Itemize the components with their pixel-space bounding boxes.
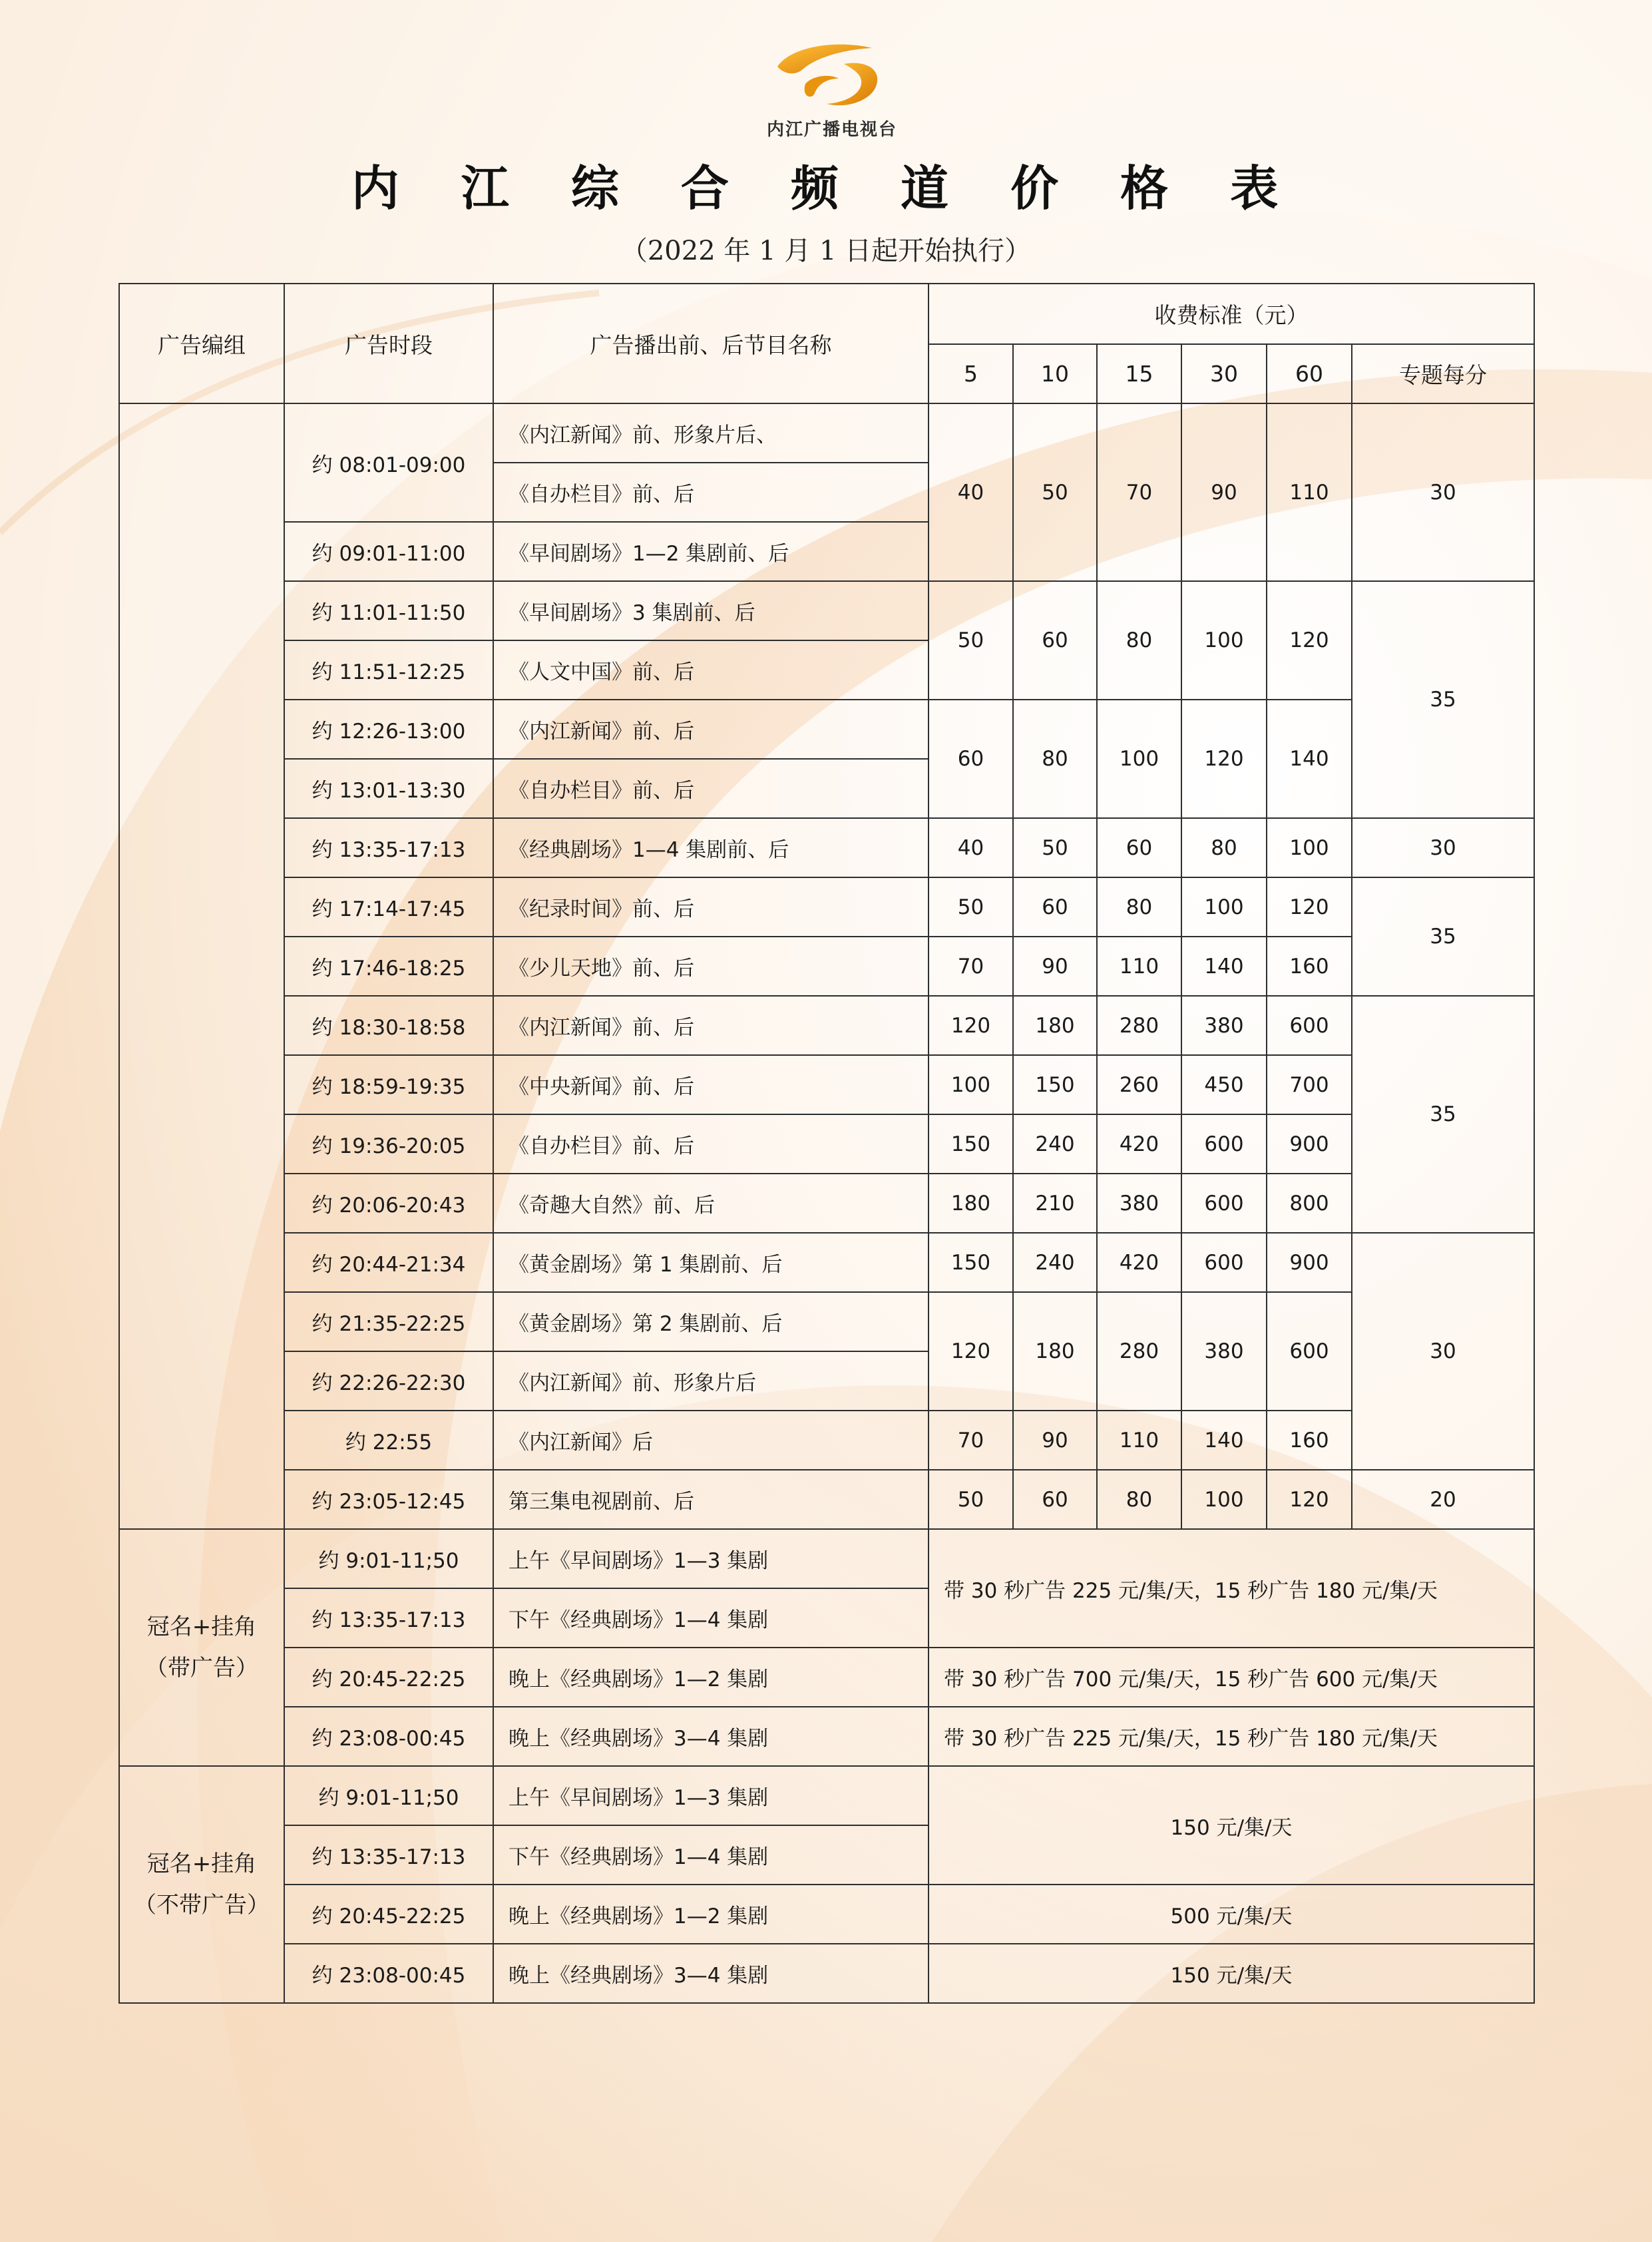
price-cell: 50 [929, 877, 1013, 937]
program-cell: 晚上《经典剧场》1—2 集剧 [493, 1885, 929, 1944]
header-sec10: 10 [1013, 344, 1097, 403]
price-cell: 90 [1013, 1411, 1097, 1470]
time-cell: 约 17:14-17:45 [284, 877, 493, 937]
special-cell: 35 [1352, 581, 1534, 818]
time-cell: 约 08:01-09:00 [284, 403, 493, 522]
price-cell: 80 [1097, 581, 1181, 700]
price-cell: 60 [1013, 1470, 1097, 1529]
price-cell: 110 [1097, 1411, 1181, 1470]
price-cell: 380 [1181, 1292, 1267, 1411]
table-row [119, 1470, 1534, 1529]
price-cell: 600 [1267, 996, 1352, 1055]
program-cell: 晚上《经典剧场》1—2 集剧 [493, 1648, 929, 1707]
program-cell: 第三集电视剧前、后 [493, 1470, 929, 1529]
price-cell: 100 [1181, 581, 1267, 700]
table-row [119, 1944, 1534, 2003]
time-cell: 约 12:26-13:00 [284, 700, 493, 759]
price-cell: 100 [1181, 877, 1267, 937]
price-cell: 180 [1013, 996, 1097, 1055]
table-row [119, 1411, 1534, 1470]
table-row [119, 996, 1534, 1055]
page-subtitle: （2022 年 1 月 1 日起开始执行） [620, 236, 1032, 266]
time-cell: 约 11:51-12:25 [284, 640, 493, 700]
price-cell: 150 [1013, 1055, 1097, 1114]
price-cell: 120 [1267, 877, 1352, 937]
table-row [119, 937, 1534, 996]
price-table [118, 283, 1535, 2004]
time-cell: 约 9:01-11;50 [284, 1529, 493, 1588]
price-cell: 60 [1013, 877, 1097, 937]
group-cell-sponsor-ad [119, 1529, 284, 1766]
special-cell: 35 [1352, 877, 1534, 996]
price-cell: 280 [1097, 1292, 1181, 1411]
table-row [119, 1055, 1534, 1114]
header-fee: 收费标准（元） [929, 284, 1534, 344]
price-cell: 600 [1181, 1174, 1267, 1233]
program-cell: 上午《早间剧场》1—3 集剧 [493, 1766, 929, 1825]
time-cell: 约 23:08-00:45 [284, 1944, 493, 2003]
table-row [119, 1292, 1534, 1351]
price-cell: 420 [1097, 1233, 1181, 1292]
time-cell: 约 20:06-20:43 [284, 1174, 493, 1233]
time-cell: 约 20:45-22:25 [284, 1885, 493, 1944]
program-cell: 下午《经典剧场》1—4 集剧 [493, 1588, 929, 1648]
time-cell: 约 23:08-00:45 [284, 1707, 493, 1766]
time-cell: 约 13:35-17:13 [284, 1825, 493, 1885]
time-cell: 约 22:55 [284, 1411, 493, 1470]
time-cell: 约 13:01-13:30 [284, 759, 493, 818]
group-cell-regular [119, 403, 284, 1529]
program-cell: 《内江新闻》前、形象片后、 [493, 403, 929, 463]
price-cell: 120 [1267, 581, 1352, 700]
station-logo [752, 40, 912, 140]
price-cell: 100 [1097, 700, 1181, 818]
time-cell: 约 20:45-22:25 [284, 1648, 493, 1707]
price-cell: 80 [1097, 1470, 1181, 1529]
sponsor-price-note: 带 30 秒广告 225 元/集/天，15 秒广告 180 元/集/天 [929, 1529, 1534, 1648]
price-cell: 80 [1181, 818, 1267, 877]
price-cell: 100 [1181, 1470, 1267, 1529]
sponsor-price-note: 150 元/集/天 [929, 1766, 1534, 1885]
price-cell: 150 [929, 1114, 1013, 1174]
program-cell: 晚上《经典剧场》3—4 集剧 [493, 1707, 929, 1766]
header-program: 广告播出前、后节目名称 [493, 284, 929, 403]
price-cell: 380 [1181, 996, 1267, 1055]
price-cell: 110 [1097, 937, 1181, 996]
header-sec60: 60 [1267, 344, 1352, 403]
table-row [119, 581, 1534, 640]
table-row [119, 1114, 1534, 1174]
price-cell: 210 [1013, 1174, 1097, 1233]
page-title: 内 江 综 合 频 道 价 格 表 [351, 160, 1301, 216]
price-cell: 60 [1013, 581, 1097, 700]
price-cell: 900 [1267, 1114, 1352, 1174]
time-cell: 约 20:44-21:34 [284, 1233, 493, 1292]
time-cell: 约 13:35-17:13 [284, 1588, 493, 1648]
header-sec15: 15 [1097, 344, 1181, 403]
table-row [119, 1648, 1534, 1707]
price-cell: 700 [1267, 1055, 1352, 1114]
logo-text: 内江广播电视台 [766, 120, 897, 140]
table-row [119, 877, 1534, 937]
price-cell: 90 [1181, 403, 1267, 581]
table-row [119, 1766, 1534, 1825]
table-row [119, 1885, 1534, 1944]
special-cell: 30 [1352, 1233, 1534, 1470]
table-row [119, 1707, 1534, 1766]
header-sec5: 5 [929, 344, 1013, 403]
program-cell: 下午《经典剧场》1—4 集剧 [493, 1825, 929, 1885]
price-cell: 110 [1267, 403, 1352, 581]
program-cell: 《自办栏目》前、后 [493, 463, 929, 522]
price-cell: 260 [1097, 1055, 1181, 1114]
program-cell: 《黄金剧场》第 2 集剧前、后 [493, 1292, 929, 1351]
price-cell: 50 [929, 1470, 1013, 1529]
price-cell: 40 [929, 818, 1013, 877]
program-cell: 《人文中国》前、后 [493, 640, 929, 700]
price-cell: 600 [1181, 1233, 1267, 1292]
price-cell: 70 [1097, 403, 1181, 581]
price-cell: 150 [929, 1233, 1013, 1292]
special-cell: 30 [1352, 818, 1534, 877]
price-cell: 80 [1013, 700, 1097, 818]
table-row [119, 700, 1534, 759]
price-cell: 100 [1267, 818, 1352, 877]
program-cell: 《纪录时间》前、后 [493, 877, 929, 937]
program-cell: 《早间剧场》1—2 集剧前、后 [493, 522, 929, 581]
price-cell: 80 [1097, 877, 1181, 937]
price-cell: 50 [1013, 818, 1097, 877]
program-cell: 《内江新闻》后 [493, 1411, 929, 1470]
price-cell: 120 [1267, 1470, 1352, 1529]
price-cell: 800 [1267, 1174, 1352, 1233]
logo-swirl-icon [765, 40, 899, 114]
time-cell: 约 23:05-12:45 [284, 1470, 493, 1529]
table-row [119, 403, 1534, 463]
group-cell-sponsor-noad [119, 1766, 284, 2003]
price-cell: 900 [1267, 1233, 1352, 1292]
time-cell: 约 9:01-11;50 [284, 1766, 493, 1825]
table-row [119, 1174, 1534, 1233]
program-cell: 《内江新闻》前、后 [493, 996, 929, 1055]
price-cell: 120 [1181, 700, 1267, 818]
price-cell: 380 [1097, 1174, 1181, 1233]
price-cell: 50 [929, 581, 1013, 700]
group-label-line1: 冠名+挂角 [146, 1614, 257, 1640]
sponsor-price-note: 150 元/集/天 [929, 1944, 1534, 2003]
price-cell: 50 [1013, 403, 1097, 581]
price-cell: 180 [929, 1174, 1013, 1233]
time-cell: 约 13:35-17:13 [284, 818, 493, 877]
price-cell: 140 [1181, 937, 1267, 996]
header-sec30: 30 [1181, 344, 1267, 403]
time-cell: 约 17:46-18:25 [284, 937, 493, 996]
program-cell: 《早间剧场》3 集剧前、后 [493, 581, 929, 640]
price-cell: 90 [1013, 937, 1097, 996]
price-cell: 120 [929, 996, 1013, 1055]
special-cell: 20 [1352, 1470, 1534, 1529]
program-cell: 《自办栏目》前、后 [493, 759, 929, 818]
program-cell: 晚上《经典剧场》3—4 集剧 [493, 1944, 929, 2003]
time-cell: 约 18:30-18:58 [284, 996, 493, 1055]
price-cell: 600 [1181, 1114, 1267, 1174]
time-cell: 约 18:59-19:35 [284, 1055, 493, 1114]
program-cell: 《内江新闻》前、后 [493, 700, 929, 759]
table-row [119, 1529, 1534, 1588]
price-cell: 70 [929, 1411, 1013, 1470]
sponsor-price-note: 带 30 秒广告 700 元/集/天，15 秒广告 600 元/集/天 [929, 1648, 1534, 1707]
table-row [119, 1233, 1534, 1292]
price-cell: 40 [929, 403, 1013, 581]
header-group: 广告编组 [119, 284, 284, 403]
price-cell: 450 [1181, 1055, 1267, 1114]
special-cell: 30 [1352, 403, 1534, 581]
time-cell: 约 09:01-11:00 [284, 522, 493, 581]
time-cell: 约 22:26-22:30 [284, 1351, 493, 1411]
sponsor-price-note: 500 元/集/天 [929, 1885, 1534, 1944]
header-time: 广告时段 [284, 284, 493, 403]
price-cell: 240 [1013, 1114, 1097, 1174]
sponsor-price-note: 带 30 秒广告 225 元/集/天，15 秒广告 180 元/集/天 [929, 1707, 1534, 1766]
price-cell: 180 [1013, 1292, 1097, 1411]
program-cell: 《经典剧场》1—4 集剧前、后 [493, 818, 929, 877]
time-cell: 约 21:35-22:25 [284, 1292, 493, 1351]
time-cell: 约 11:01-11:50 [284, 581, 493, 640]
price-cell: 420 [1097, 1114, 1181, 1174]
price-cell: 60 [929, 700, 1013, 818]
time-cell: 约 19:36-20:05 [284, 1114, 493, 1174]
price-cell: 140 [1181, 1411, 1267, 1470]
group-label-line1: 冠名+挂角 [146, 1851, 257, 1877]
special-cell: 35 [1352, 996, 1534, 1233]
program-cell: 《内江新闻》前、形象片后 [493, 1351, 929, 1411]
program-cell: 《中央新闻》前、后 [493, 1055, 929, 1114]
header-special: 专题每分 [1352, 344, 1534, 403]
price-cell: 60 [1097, 818, 1181, 877]
price-cell: 120 [929, 1292, 1013, 1411]
price-cell: 160 [1267, 937, 1352, 996]
price-cell: 70 [929, 937, 1013, 996]
program-cell: 《少儿天地》前、后 [493, 937, 929, 996]
program-cell: 《奇趣大自然》前、后 [493, 1174, 929, 1233]
price-cell: 140 [1267, 700, 1352, 818]
price-cell: 280 [1097, 996, 1181, 1055]
group-label-line2: （不带广告） [134, 1892, 270, 1918]
price-cell: 100 [929, 1055, 1013, 1114]
table-row [119, 818, 1534, 877]
program-cell: 《自办栏目》前、后 [493, 1114, 929, 1174]
price-cell: 240 [1013, 1233, 1097, 1292]
program-cell: 《黄金剧场》第 1 集剧前、后 [493, 1233, 929, 1292]
group-label-line2: （带广告） [145, 1655, 258, 1682]
price-cell: 600 [1267, 1292, 1352, 1411]
price-cell: 160 [1267, 1411, 1352, 1470]
program-cell: 上午《早间剧场》1—3 集剧 [493, 1529, 929, 1588]
